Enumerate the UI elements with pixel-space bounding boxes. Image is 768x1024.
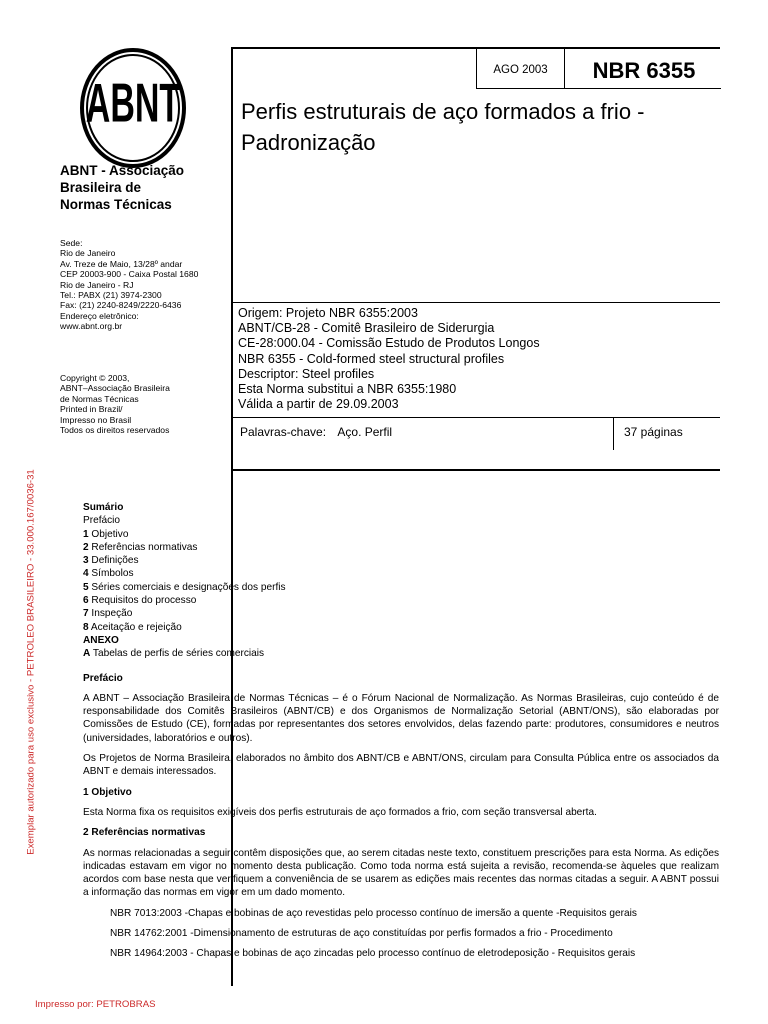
origin-line: Válida a partir de 29.09.2003 xyxy=(238,397,399,412)
summary-item xyxy=(83,528,719,541)
summary-item-text: Aceitação e rejeição xyxy=(88,621,182,633)
watermark-text: Exemplar autorizado para uso exclusivo - PETROLEO BRASILEIRO - 33.000.167/0036-31 xyxy=(25,469,37,855)
contact-line: Sede: xyxy=(60,238,83,248)
summary-item-text: Definições xyxy=(88,555,139,567)
page-count: 37 páginas xyxy=(624,425,683,439)
contact-line: Tel.: PABX (21) 3974-2300 xyxy=(60,290,162,301)
section-2-paragraph: As normas relacionadas a seguir contêm disposições que, ao serem citadas neste texto, constituem prescrições para esta Norma. As edições indicadas estavam em vigor no momento desta publicação. Como toda norma está sujeita a revisão, recomenda-se àqueles que realizam acordos com base nesta que verifiquem a conveniência de se usarem as edições mais recentes das normas citadas a seguir. A ABNT possui a informação das normas em vigor em um dado momento. xyxy=(83,847,719,899)
origin-line: CE-28:000.04 - Comissão Estudo de Produtos Longos xyxy=(238,336,540,351)
org-name-line: ABNT - Associação xyxy=(60,163,185,178)
contact-line: Fax: (21) 2240-8249/2220-6436 xyxy=(60,300,182,311)
annex-letter: A xyxy=(83,648,91,660)
website-link[interactable]: www.abnt.org.br xyxy=(60,321,123,332)
contact-line: Rio de Janeiro xyxy=(60,248,116,259)
standard-number: NBR 6355 xyxy=(592,58,696,83)
summary-item xyxy=(83,541,719,554)
origin-block xyxy=(238,306,718,412)
summary-item-number: 3 xyxy=(83,555,89,567)
summary-item-number: 2 xyxy=(83,541,89,553)
summary-item-text: Objetivo xyxy=(88,528,129,540)
pages-divider xyxy=(613,417,614,450)
summary-item-preface: Prefácio xyxy=(83,515,121,527)
copyright-notice xyxy=(60,373,240,435)
section-1-paragraph: Esta Norma fixa os requisitos exigíveis dos perfis estruturais de aço formados a frio, com seção transversal aberta. xyxy=(83,806,597,818)
section-1-heading: 1 Objetivo xyxy=(83,786,132,798)
organization-name xyxy=(60,162,240,213)
summary-item xyxy=(83,621,719,634)
preface-paragraph: Os Projetos de Norma Brasileira, elaborados no âmbito dos ABNT/CB e ABNT/ONS, circulam para Consulta Pública entre os associados da ABNT e demais interessados. xyxy=(83,753,719,778)
copyright-line: Impresso no Brasil xyxy=(60,414,132,425)
normative-reference: NBR 14964:2003 - Chapas e bobinas de aço zincadas pelo processo contínuo de eletrodeposição - Requisitos gerais xyxy=(110,948,636,960)
summary-item xyxy=(83,567,719,580)
contact-line: Av. Treze de Maio, 13/28º andar xyxy=(60,258,183,269)
origin-line: Descriptor: Steel profiles xyxy=(238,366,375,381)
printed-by-footer: Impresso por: PETROBRAS xyxy=(35,999,156,1010)
contact-line: Rio de Janeiro - RJ xyxy=(60,279,134,290)
summary-item-text: Referências normativas xyxy=(88,541,198,553)
summary-item-text: Requisitos do processo xyxy=(88,595,197,607)
contact-line: CEP 20003-900 - Caixa Postal 1680 xyxy=(60,269,199,280)
contact-line: Endereço eletrônico: xyxy=(60,310,139,321)
keywords-value: Aço. Perfil xyxy=(337,425,393,439)
summary-item xyxy=(83,581,719,594)
org-name-line: Normas Técnicas xyxy=(60,197,172,212)
publication-date: AGO 2003 xyxy=(493,64,548,76)
summary-item xyxy=(83,607,719,620)
origin-line: Esta Norma substitui a NBR 6355:1980 xyxy=(238,382,457,397)
license-watermark xyxy=(24,464,38,860)
summary-item-number: 7 xyxy=(83,608,89,620)
summary-item-annex xyxy=(83,647,719,660)
origin-line: NBR 6355 - Cold-formed steel structural profiles xyxy=(238,351,505,366)
logo-text: ABNT xyxy=(85,72,181,134)
origin-top-rule xyxy=(232,302,720,303)
document-title: Perfis estruturais de aço formados a frio - Padronização xyxy=(241,99,645,155)
annex-text: Tabelas de perfis de séries comerciais xyxy=(90,648,265,660)
normative-reference: NBR 14762:2001 -Dimensionamento de estruturas de aço constituídas por perfis formados a frio - Procedimento xyxy=(110,928,613,940)
summary-item xyxy=(83,594,719,607)
preface-heading: Prefácio xyxy=(83,672,123,684)
copyright-line: Printed in Brazil/ xyxy=(60,404,123,415)
copyright-line: Todos os direitos reservados xyxy=(60,425,170,436)
keywords xyxy=(240,425,392,439)
section-2-heading: 2 Referências normativas xyxy=(83,827,206,839)
summary-item-text: Séries comerciais e designações dos perfis xyxy=(88,581,286,593)
preface-paragraph: A ABNT – Associação Brasileira de Normas Técnicas – é o Fórum Nacional de Normalização. As Normas Brasileiras, cujo conteúdo é de responsabilidade dos Comitês Brasileiros (ABNT/CB) e dos Organismos de Normalização Setorial (ABNT/ONS), são elaboradas por Comissões de Estudo (CE), formadas por representantes dos setores envolvidos, delas fazendo parte: produtores, consumidores e neutros (universidades, laboratórios e outros). xyxy=(83,692,719,744)
document-body xyxy=(83,501,719,961)
org-name-line: Brasileira de xyxy=(60,180,142,195)
summary-item-number: 1 xyxy=(83,528,89,540)
keywords-top-rule xyxy=(232,417,720,418)
copyright-line: de Normas Técnicas xyxy=(60,393,139,404)
keywords-label: Palavras-chave: xyxy=(240,425,327,439)
summary-item-number: 8 xyxy=(83,621,89,633)
summary-heading: Sumário xyxy=(83,502,124,513)
normative-reference: NBR 7013:2003 -Chapas e bobinas de aço revestidas pelo processo contínuo de imersão a quente -Requisitos gerais xyxy=(110,907,637,919)
contact-info xyxy=(60,238,240,332)
origin-line: ABNT/CB-28 - Comitê Brasileiro de Siderurgia xyxy=(238,321,495,336)
summary-item xyxy=(83,554,719,567)
copyright-line: Copyright © 2003, xyxy=(60,373,130,383)
summary-item-number: 4 xyxy=(83,568,89,580)
copyright-line: ABNT–Associação Brasileira xyxy=(60,383,170,394)
summary-item-number: 6 xyxy=(83,595,89,607)
abnt-logo xyxy=(80,48,186,168)
abnt-logo-seal xyxy=(80,48,186,168)
summary-item-text: Símbolos xyxy=(88,568,134,580)
summary-item-number: 5 xyxy=(83,581,89,593)
header-bottom-rule xyxy=(232,469,720,471)
annex-label: ANEXO xyxy=(83,634,119,646)
origin-line: Origem: Projeto NBR 6355:2003 xyxy=(238,306,418,320)
summary-item-text: Inspeção xyxy=(88,608,133,620)
